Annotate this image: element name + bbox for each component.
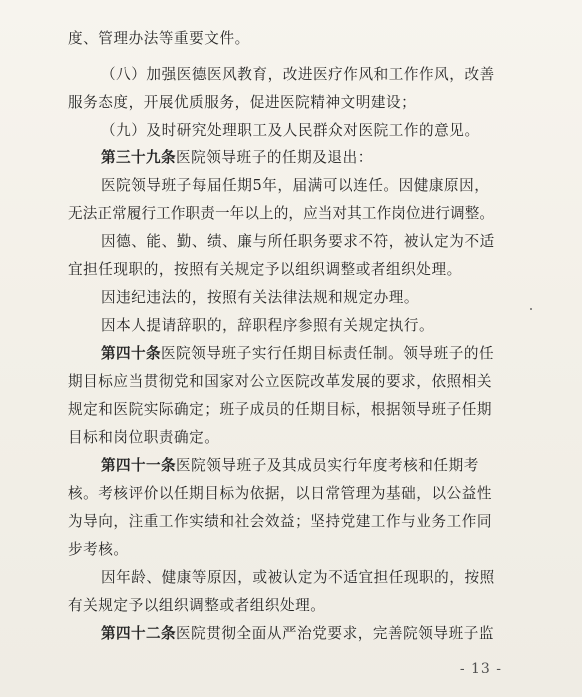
article-heading-line: [101, 457, 479, 475]
paragraph-line: （八）加强医德医风教育，改进医疗作风和工作作风，改善: [101, 66, 495, 83]
article-number: 第四十二条: [101, 625, 176, 642]
article-number: 第四十条: [101, 345, 161, 362]
paragraph-line: 度、管理办法等重要文件。: [68, 30, 250, 47]
paragraph-line: （九）及时研究处理职工及人民群众对医院工作的意见。: [101, 122, 480, 139]
paragraph-line: 期目标应当贯彻党和国家对公立医院改革发展的要求，依照相关: [68, 373, 493, 390]
paragraph-line: 因本人提请辞职的，辞职程序参照有关规定执行。: [101, 317, 435, 334]
paragraph-line: 因违纪违法的，按照有关法律法规和规定办理。: [101, 289, 420, 306]
article-number: 第三十九条: [101, 149, 176, 166]
paragraph-line: 服务态度，开展优质服务，促进医院精神文明建设；: [68, 94, 417, 111]
article-text: 医院贯彻全面从严治党要求，完善院领导班子监: [175, 625, 495, 642]
paragraph-line: 步考核。: [68, 541, 129, 558]
paragraph-line: 为导向，注重工作实绩和社会效益；坚持党建工作与业务工作同: [68, 513, 493, 530]
paragraph-line: 核。考核评价以任期目标为依据，以日常管理为基础，以公益性: [68, 485, 493, 502]
page-number: - 13 -: [459, 661, 502, 677]
paragraph-line: 医院领导班子每届任期5年，届满可以连任。因健康原因，: [101, 177, 490, 194]
paragraph-line: 因德、能、勤、绩、廉与所任职务要求不符，被认定为不适: [101, 233, 495, 250]
scan-speck: [530, 308, 532, 310]
article-heading-line: [101, 149, 373, 167]
article-text: 医院领导班子及其成员实行年度考核和任期考: [175, 457, 479, 474]
paragraph-line: 无法正常履行工作职责一年以上的，应当对其工作岗位进行调整。: [68, 205, 495, 222]
paragraph-line: 宜担任现职的，按照有关规定予以组织调整或者组织处理。: [68, 261, 462, 278]
article-heading-line: [101, 625, 494, 643]
article-number: 第四十一条: [101, 457, 176, 474]
article-heading-line: [101, 345, 494, 363]
article-text: 医院领导班子实行任期目标责任制。领导班子的任: [160, 345, 495, 362]
paragraph-line: 目标和岗位职责确定。: [68, 429, 220, 446]
article-text: 医院领导班子的任期及退出：: [175, 149, 373, 166]
paragraph-line: 规定和医院实际确定；班子成员的任期目标，根据领导班子任期: [68, 401, 493, 418]
paragraph-line: 有关规定予以组织调整或者组织处理。: [68, 597, 326, 614]
paragraph-line: 因年龄、健康等原因，或被认定为不适宜担任现职的，按照: [101, 569, 495, 586]
